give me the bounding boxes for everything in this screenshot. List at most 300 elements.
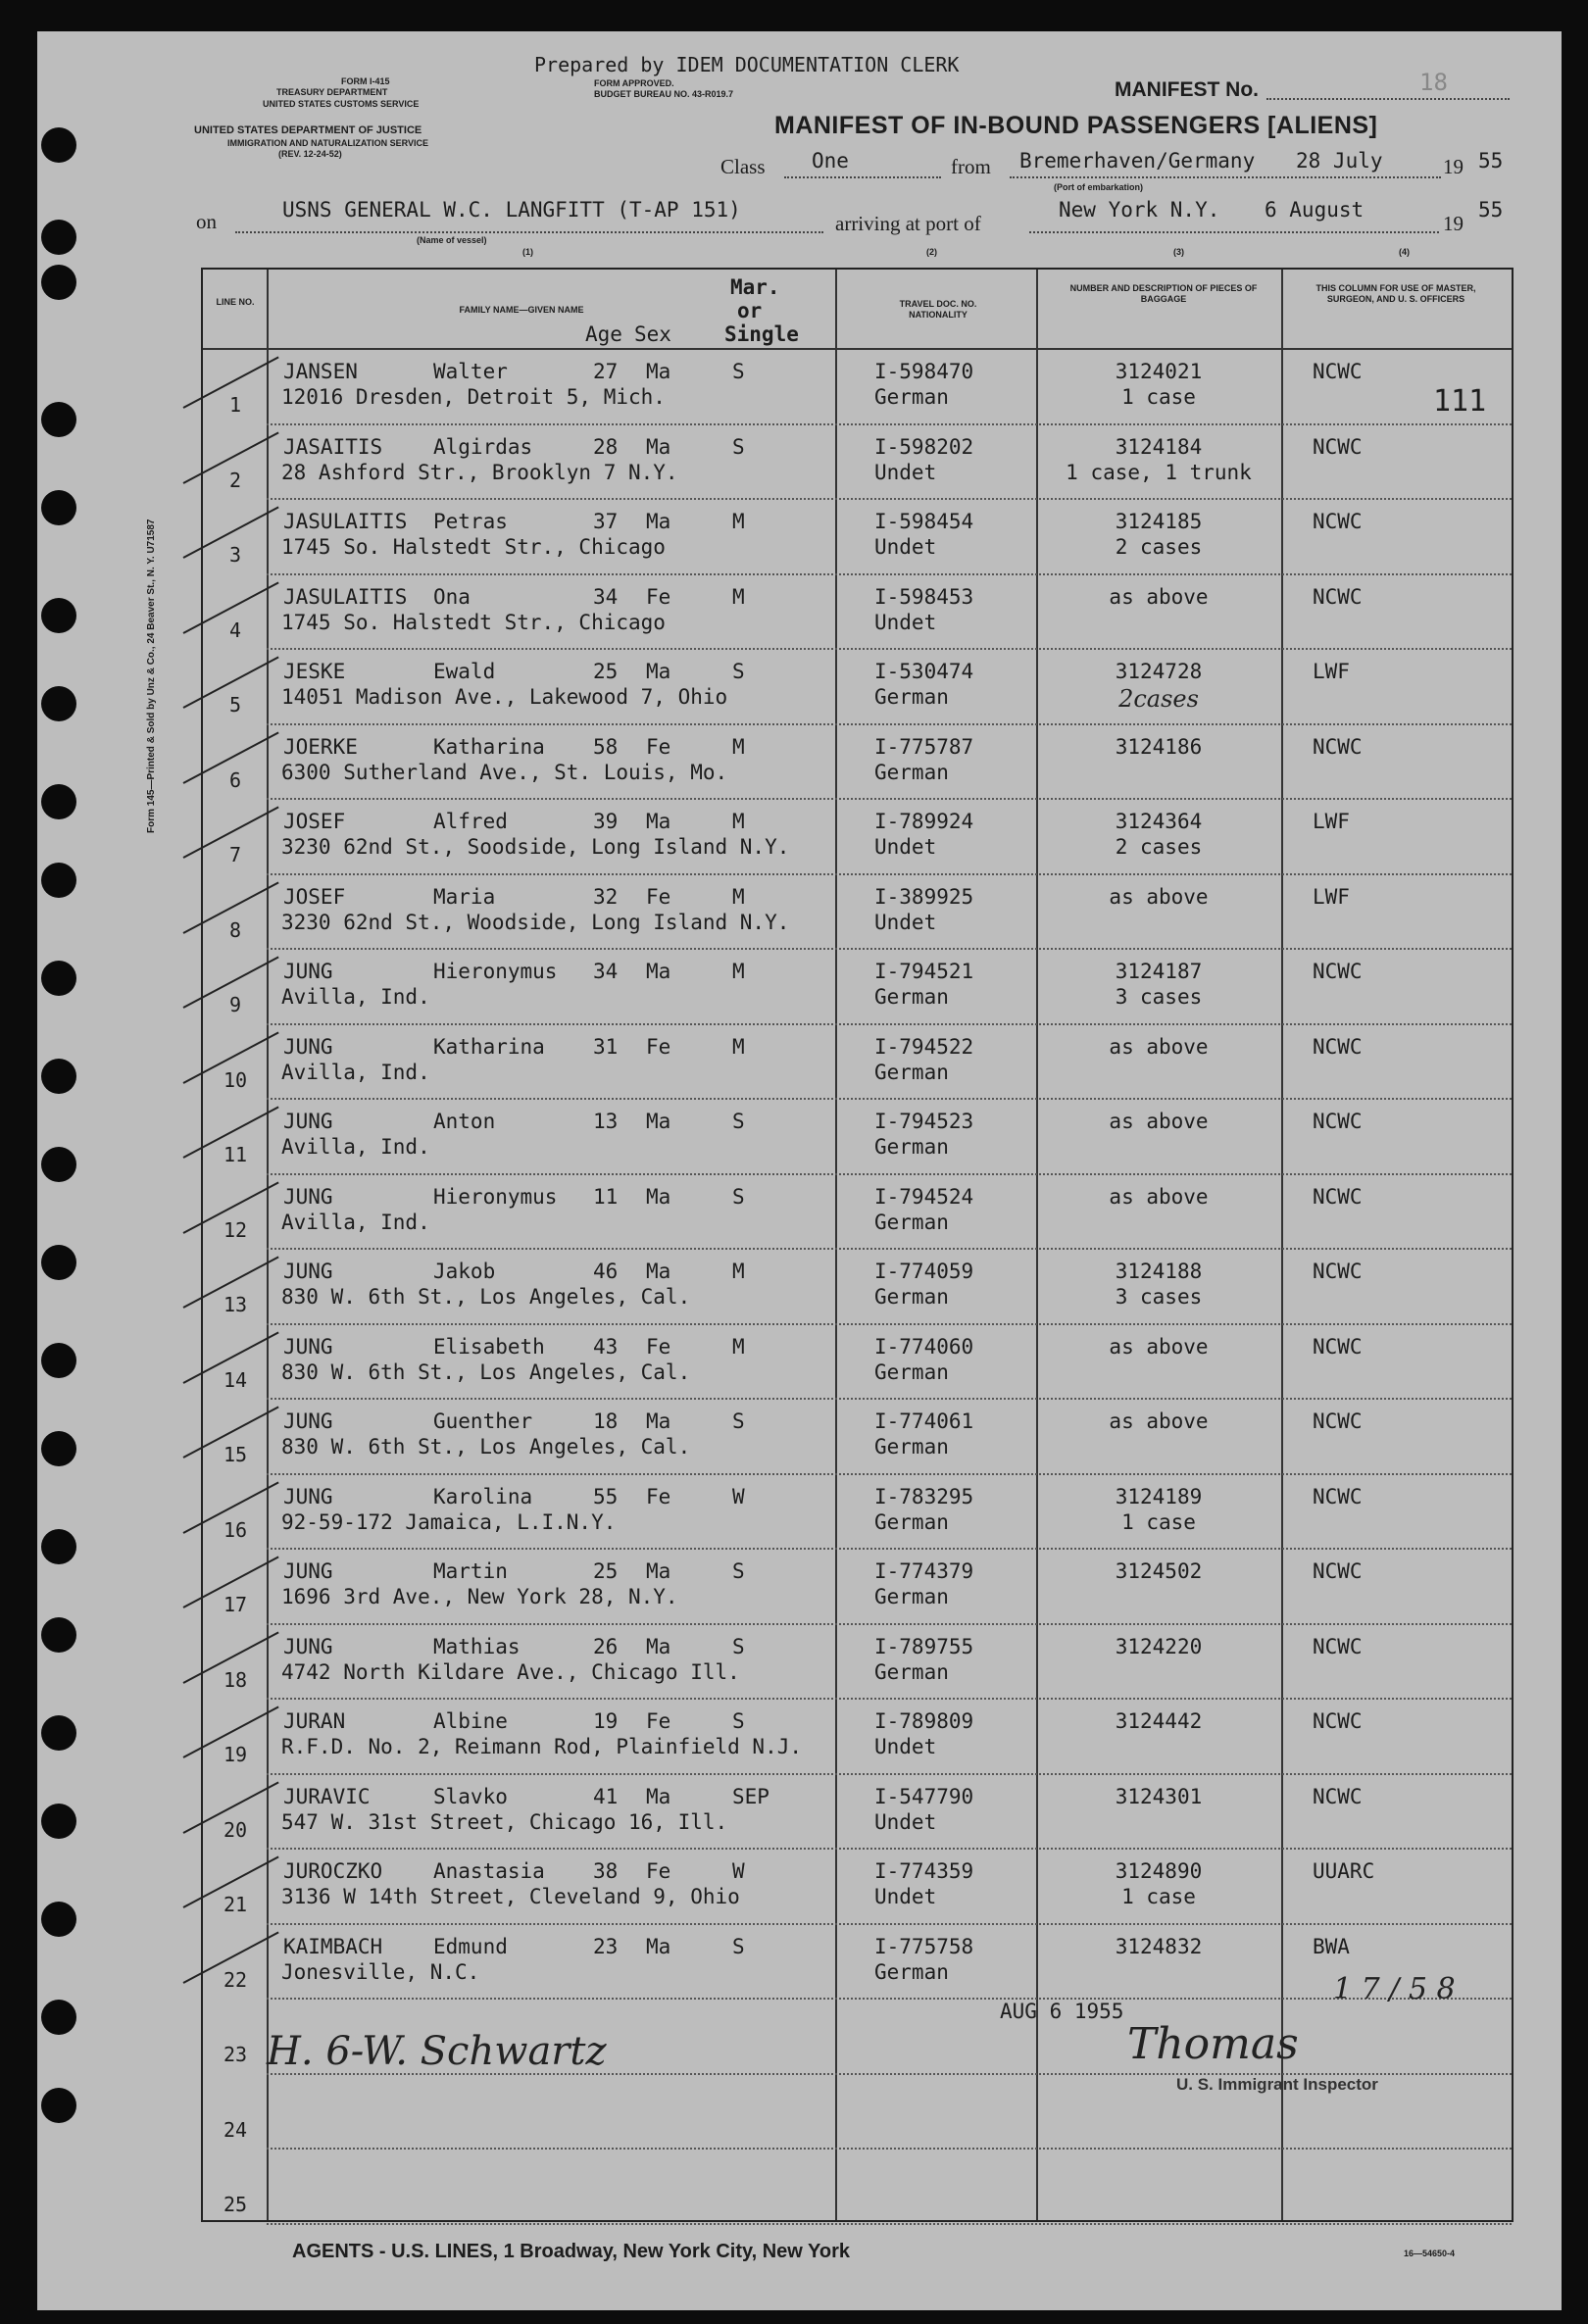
col-divider-doc [1036,270,1038,2220]
row-officer: LWF [1313,660,1350,683]
row-travel-doc: I-789809 [874,1709,974,1733]
header-baggage: NUMBER AND DESCRIPTION OF PIECES OF BAGGAGE [1069,283,1258,304]
row-officer: NCWC [1313,1484,1363,1508]
row-officer: NCWC [1313,734,1363,759]
row-age: 34 [593,584,619,609]
row-travel-doc: I-783295 [874,1484,974,1508]
row-family: JASULAITIS [283,510,408,533]
row-marital-status: S [732,660,745,683]
row-baggage-number: as above [1109,1034,1209,1059]
port-of-embarkation-caption: (Port of embarkation) [1054,182,1144,192]
revision: (REV. 12-24-52) [278,149,342,159]
row-line-number: 19 [223,1743,248,1766]
manifest-no-label: MANIFEST No. [1115,78,1259,101]
row-baggage-number: 3124301 [1115,1784,1203,1808]
row-age: 37 [593,510,619,533]
row-family: JUROCZKO [283,1859,383,1883]
row-nationality: Undet [874,910,937,934]
punch-hole [41,402,76,437]
row-sex: Ma [646,1260,671,1283]
row-given: Albine [433,1709,508,1733]
row-sex: Ma [646,434,671,459]
row-sex: Fe [646,734,671,759]
row-family: JUNG [283,1184,333,1209]
row-given: Mathias [433,1634,521,1658]
side-print: Form 145—Printed & Sold by Unz & Co., 24 Beaver St., N. Y. U71587 [146,519,157,833]
row-family: JUNG [283,1260,333,1283]
from-line [1010,176,1441,178]
row-family: JUNG [283,1334,333,1359]
row-address: 4742 North Kildare Ave., Chicago Ill. [281,1659,740,1684]
row-marital-status: M [732,510,745,533]
row-nationality: German [874,1959,949,1984]
arrival-port: New York N.Y. [1059,198,1220,222]
punch-hole [41,265,76,300]
row-nationality: German [874,985,949,1009]
row-officer: NCWC [1313,1709,1363,1733]
row-travel-doc: I-530474 [874,660,974,683]
row-baggage-description: 2 cases [1115,535,1203,559]
row-age: 58 [593,734,619,759]
header-officers: THIS COLUMN FOR USE OF MASTER, SURGEON, AND U. S. OFFICERS [1315,283,1476,304]
row-travel-doc: I-598470 [874,360,974,383]
col-mark-2: (2) [926,247,937,257]
row-travel-doc: I-774061 [874,1409,974,1433]
row-marital-status: M [732,810,745,833]
row-nationality: German [874,1659,949,1684]
punch-hole [41,1529,76,1564]
row-separator [267,648,1512,650]
row-baggage-number: 3124184 [1115,434,1203,459]
row-officer: NCWC [1313,1260,1363,1283]
row-marital-status: S [732,1110,745,1133]
row-family: JUNG [283,1484,333,1508]
row-age: 25 [593,660,619,683]
row-baggage-number: 3124502 [1115,1559,1203,1583]
row-age: 38 [593,1859,619,1883]
row-officer: NCWC [1313,1784,1363,1808]
row-family: JASULAITIS [283,584,408,609]
header-single: Single [724,322,799,346]
row-line-number: 2 [228,468,242,492]
row-address: 547 W. 31st Street, Chicago 16, Ill. [281,1809,728,1834]
row-given: Jakob [433,1260,496,1283]
row-travel-doc: I-598454 [874,510,974,533]
row-travel-doc: I-794522 [874,1034,974,1059]
row-given: Katharina [433,734,545,759]
row-line-number: 15 [223,1443,248,1466]
row-separator [267,1698,1512,1700]
manifest-table [201,268,1514,2222]
punch-hole [41,1902,76,1937]
row-separator [267,1623,1512,1625]
row-marital-status: S [732,1934,745,1958]
row-nationality: Undet [874,460,937,484]
col-mark-3: (3) [1173,247,1184,257]
row-officer: LWF [1313,884,1350,909]
row-officer: NCWC [1313,960,1363,983]
row-line-number: 9 [228,993,242,1016]
row-marital-status: S [732,1409,745,1433]
row-baggage-number: as above [1109,584,1209,609]
row-sex: Ma [646,810,671,833]
row-separator [267,423,1512,425]
row-separator [267,1248,1512,1250]
row-line-number: 16 [223,1517,248,1542]
row-family: JOSEF [283,884,346,909]
row-separator [267,1998,1512,2000]
row-line-number: 14 [223,1367,248,1392]
row-nationality: Undet [874,610,937,634]
row-age: 28 [593,434,619,459]
row-officer: LWF [1313,810,1350,833]
row-sex: Ma [646,960,671,983]
row-baggage-description: 2 cases [1115,835,1203,859]
signature-left: H. 6-W. Schwartz [267,2029,607,2074]
page-number: 111 [1433,384,1487,419]
row-nationality: Undet [874,1809,937,1834]
row-family: JANSEN [283,360,358,383]
row-baggage-number: 3124220 [1115,1634,1203,1658]
row-line-number: 17 [223,1593,248,1616]
row-marital-status: W [732,1484,745,1508]
row-address: Jonesville, N.C. [281,1959,480,1984]
manifest-title: MANIFEST OF IN-BOUND PASSENGERS [ALIENS] [774,112,1378,139]
row-separator [267,2148,1512,2150]
col-divider-line [267,270,269,2220]
handwritten-fraction: 1 7 / 5 8 [1333,1972,1456,2006]
row-given: Anton [433,1110,496,1133]
row-separator [267,1548,1512,1550]
punch-hole [41,598,76,633]
row-officer: NCWC [1313,584,1363,609]
row-age: 39 [593,810,619,833]
row-line-number: 20 [223,1817,248,1842]
row-baggage-description: 3 cases [1115,985,1203,1009]
row-address: 14051 Madison Ave., Lakewood 7, Ohio [281,685,728,709]
row-marital-status: W [732,1859,745,1883]
row-baggage-number: 3124890 [1115,1859,1203,1883]
row-separator [267,1773,1512,1775]
row-baggage-number: as above [1109,884,1209,909]
vessel-line [235,231,823,233]
row-address: 3230 62nd St., Soodside, Long Island N.Y. [281,835,790,859]
header-mar: Mar. [730,275,780,299]
inspection-stamp-date: AUG 6 1955 [1000,2000,1124,2023]
row-nationality: German [874,1435,949,1459]
row-given: Walter [433,360,508,383]
punch-hole [41,220,76,255]
row-given: Petras [433,510,508,533]
row-address: Avilla, Ind. [281,1135,430,1159]
row-line-number: 12 [223,1217,248,1242]
row-address: Avilla, Ind. [281,985,430,1009]
row-marital-status: M [732,1260,745,1283]
punch-hole [41,1245,76,1280]
row-family: JUNG [283,1409,333,1433]
row-sex: Ma [646,1409,671,1433]
row-age: 13 [593,1110,619,1133]
punch-hole [41,784,76,819]
row-age: 11 [593,1184,619,1209]
row-address: R.F.D. No. 2, Reimann Rod, Plainfield N.J. [281,1735,803,1758]
row-officer: NCWC [1313,1334,1363,1359]
row-given: Hieronymus [433,1184,558,1209]
header-age: Age [585,322,622,346]
row-age: 25 [593,1559,619,1583]
row-travel-doc: I-794524 [874,1184,974,1209]
row-separator [267,2223,1512,2225]
row-given: Martin [433,1559,508,1583]
arrival-line [1029,231,1439,233]
row-travel-doc: I-775787 [874,734,974,759]
row-address: 6300 Sutherland Ave., St. Louis, Mo. [281,760,728,784]
row-separator [267,573,1512,575]
punch-hole [41,1804,76,1839]
row-officer: NCWC [1313,1634,1363,1658]
row-family: JOSEF [283,810,346,833]
row-nationality: Undet [874,1885,937,1908]
row-travel-doc: I-775758 [874,1934,974,1958]
row-travel-doc: I-774059 [874,1260,974,1283]
row-family: JASAITIS [283,434,383,459]
row-marital-status: M [732,584,745,609]
vessel-caption: (Name of vessel) [417,235,487,245]
row-address: 12016 Dresden, Detroit 5, Mich. [281,385,666,409]
row-address: Avilla, Ind. [281,1210,430,1234]
from-label: from [951,155,991,178]
row-line-number: 23 [223,2043,248,2066]
row-nationality: German [874,1135,949,1159]
row-baggage-number: 3124186 [1115,734,1203,759]
arrival-date: 6 August [1265,198,1365,222]
row-address: Avilla, Ind. [281,1060,430,1084]
class-line [784,176,941,178]
row-baggage-description: 1 case, 1 trunk [1066,460,1252,484]
row-age: 43 [593,1334,619,1359]
row-sex: Ma [646,360,671,383]
class-label: Class [720,155,766,178]
row-travel-doc: I-774379 [874,1559,974,1583]
row-baggage-description: 1 case [1121,1509,1196,1534]
row-line-number: 13 [223,1293,248,1316]
row-nationality: German [874,385,949,409]
row-marital-status: M [732,1334,745,1359]
row-sex: Ma [646,1559,671,1583]
row-officer: NCWC [1313,360,1363,383]
from-date: 28 July [1296,149,1383,173]
row-sex: Ma [646,1934,671,1958]
punch-hole [41,1715,76,1751]
arriving-label: arriving at port of [835,212,981,235]
treasury-department: TREASURY DEPARTMENT [276,87,388,97]
row-marital-status: S [732,1559,745,1583]
justice-department: UNITED STATES DEPARTMENT OF JUSTICE [194,124,422,136]
row-given: Slavko [433,1784,508,1808]
row-travel-doc: I-789755 [874,1634,974,1658]
row-baggage-number: as above [1109,1334,1209,1359]
row-line-number: 24 [223,2117,248,2142]
manifest-no-value: 18 [1419,69,1448,96]
row-sex: Ma [646,1110,671,1133]
row-given: Ona [433,584,471,609]
row-marital-status: S [732,1709,745,1733]
row-line-number: 8 [228,917,242,942]
row-sex: Ma [646,1784,671,1808]
col-mark-1: (1) [522,247,533,257]
row-officer: NCWC [1313,1110,1363,1133]
row-separator [267,1473,1512,1475]
row-marital-status: M [732,884,745,909]
row-family: JURAVIC [283,1784,371,1808]
row-family: JUNG [283,1110,333,1133]
row-nationality: Undet [874,1735,937,1758]
row-marital-status: S [732,1184,745,1209]
row-sex: Ma [646,510,671,533]
row-travel-doc: I-794523 [874,1110,974,1133]
row-address: 3230 62nd St., Woodside, Long Island N.Y. [281,910,790,934]
row-age: 26 [593,1634,619,1658]
row-officer: NCWC [1313,1034,1363,1059]
arrival-year-prefix: 19 [1443,212,1464,235]
row-sex: Fe [646,1034,671,1059]
row-line-number: 25 [223,2193,248,2216]
row-marital-status: M [732,1034,745,1059]
row-baggage-number: 3124832 [1115,1934,1203,1958]
row-line-number: 22 [223,1967,248,1992]
row-officer: NCWC [1313,510,1363,533]
punch-hole [41,2000,76,2035]
row-marital-status: M [732,734,745,759]
signature-right: Thomas [1127,2019,1299,2069]
row-age: 19 [593,1709,619,1733]
row-address: 1745 So. Halstedt Str., Chicago [281,610,666,634]
row-given: Maria [433,884,496,909]
row-separator [267,723,1512,725]
row-nationality: German [874,1585,949,1608]
header-travel-doc: TRAVEL DOC. NO. NATIONALITY [899,299,977,320]
row-sex: Ma [646,1634,671,1658]
from-year-prefix: 19 [1443,155,1464,178]
row-nationality: German [874,1060,949,1084]
row-address: 92-59-172 Jamaica, L.I.N.Y. [281,1509,617,1534]
row-address: 830 W. 6th St., Los Angeles, Cal. [281,1285,691,1309]
row-marital-status: SEP [732,1784,769,1808]
row-nationality: Undet [874,535,937,559]
row-travel-doc: I-547790 [874,1784,974,1808]
row-given: Ewald [433,660,496,683]
row-separator [267,1848,1512,1850]
punch-hole [41,1617,76,1653]
on-label: on [196,210,217,233]
row-separator [267,1323,1512,1325]
row-family: JUNG [283,1034,333,1059]
form-approved: FORM APPROVED. [594,78,674,88]
row-line-number: 7 [228,843,242,866]
col-divider-baggage [1281,270,1283,2220]
manifest-no-line [1266,98,1510,100]
row-family: JUNG [283,1559,333,1583]
row-given: Edmund [433,1934,508,1958]
punch-hole [41,1059,76,1094]
header-line-no: LINE NO. [216,297,255,307]
row-sex: Fe [646,584,671,609]
row-sex: Fe [646,1334,671,1359]
row-baggage-number: 3124021 [1115,360,1203,383]
row-nationality: German [874,760,949,784]
row-age: 31 [593,1034,619,1059]
row-line-number: 3 [228,543,242,567]
row-age: 46 [593,1260,619,1283]
row-sex: Ma [646,1184,671,1209]
row-baggage-number: 3124188 [1115,1260,1203,1283]
row-sex: Fe [646,1709,671,1733]
form-code: 16—54650-4 [1404,2249,1456,2258]
row-age: 55 [593,1484,619,1508]
header-rule [203,348,1512,350]
row-baggage-number: 3124189 [1115,1484,1203,1508]
row-baggage-number: 3124185 [1115,510,1203,533]
row-age: 32 [593,884,619,909]
row-baggage-number: 3124728 [1115,660,1203,683]
row-sex: Ma [646,660,671,683]
header-family-name: FAMILY NAME—GIVEN NAME [459,305,584,315]
row-family: JESKE [283,660,346,683]
row-nationality: German [874,1509,949,1534]
row-nationality: German [874,685,949,709]
vessel-name: USNS GENERAL W.C. LANGFITT (T-AP 151) [282,198,741,222]
row-address: 28 Ashford Str., Brooklyn 7 N.Y. [281,460,678,484]
row-given: Anastasia [433,1859,545,1883]
row-baggage-number: as above [1109,1409,1209,1433]
punch-hole [41,1147,76,1182]
row-sex: Fe [646,1859,671,1883]
row-address: 830 W. 6th St., Los Angeles, Cal. [281,1360,691,1384]
row-family: JUNG [283,960,333,983]
row-officer: NCWC [1313,1184,1363,1209]
row-baggage-number: as above [1109,1110,1209,1133]
row-officer: BWA [1313,1934,1350,1958]
row-separator [267,1173,1512,1175]
punch-hole [41,2088,76,2123]
row-given: Guenther [433,1409,533,1433]
row-line-number: 21 [223,1893,248,1916]
row-separator [267,1023,1512,1025]
row-given: Hieronymus [433,960,558,983]
row-separator [267,798,1512,800]
row-separator [267,948,1512,950]
header-or: or [737,299,763,322]
header-sex: Sex [634,322,671,346]
row-line-number: 1 [228,393,242,417]
row-given: Katharina [433,1034,545,1059]
row-nationality: Undet [874,835,937,859]
row-address: 3136 W 14th Street, Cleveland 9, Ohio [281,1885,740,1908]
col-mark-4: (4) [1399,247,1410,257]
from-year: 55 [1478,149,1504,173]
from-port: Bremerhaven/Germany [1019,149,1256,173]
row-baggage-description: 1 case [1121,385,1196,409]
row-marital-status: S [732,434,745,459]
row-nationality: German [874,1210,949,1234]
row-address: 830 W. 6th St., Los Angeles, Cal. [281,1435,691,1459]
row-marital-status: S [732,1634,745,1658]
row-baggage-description: 2cases [1118,685,1199,713]
punch-hole [41,1431,76,1466]
row-travel-doc: I-598202 [874,434,974,459]
row-family: KAIMBACH [283,1934,383,1958]
customs-service: UNITED STATES CUSTOMS SERVICE [263,99,420,109]
